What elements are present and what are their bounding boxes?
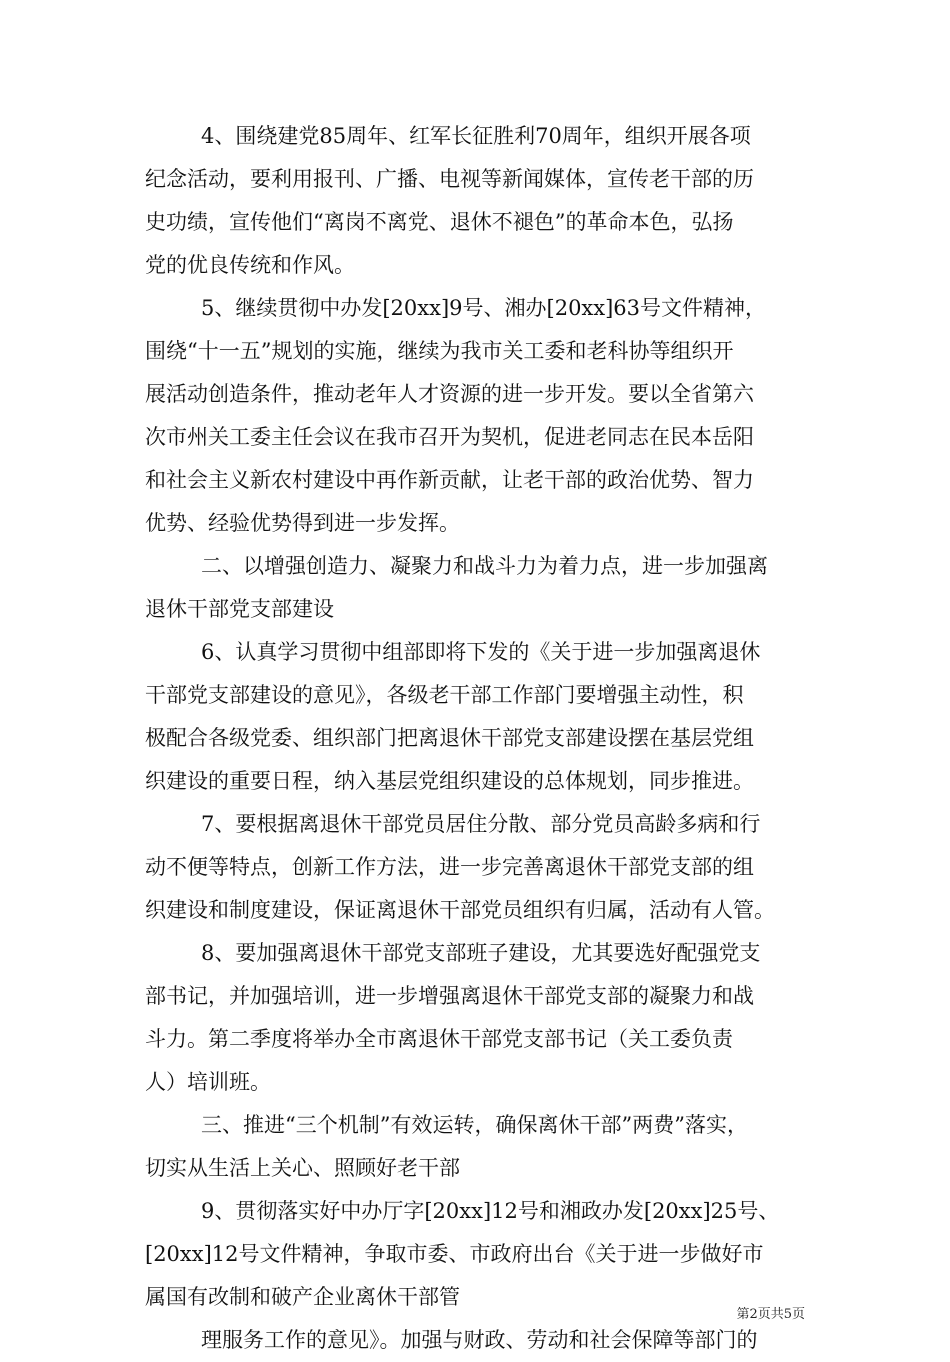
heading-line: 三、推进“三个机制”有效运转，确保离休干部”两费”落实， bbox=[201, 1113, 748, 1137]
paragraph-line: 展活动创造条件，推动老年人才资源的进一步开发。要以全省第六 bbox=[145, 382, 754, 406]
paragraph-item-9 bbox=[145, 1190, 810, 1319]
heading-line: 切实从生活上关心、照顾好老干部 bbox=[145, 1156, 460, 1180]
paragraph-item-5 bbox=[145, 287, 810, 545]
paragraph-item-6 bbox=[145, 631, 810, 803]
paragraph-line: 动不便等特点，创新工作方法，进一步完善离退休干部党支部的组 bbox=[145, 855, 754, 879]
paragraph-line: 次市州关工委主任会议在我市召开为契机，促进老同志在民本岳阳 bbox=[145, 425, 754, 449]
paragraph-line: 和社会主义新农村建设中再作新贡献，让老干部的政治优势、智力 bbox=[145, 468, 754, 492]
paragraph-line: 8、要加强离退休干部党支部班子建设，尤其要选好配强党支 bbox=[201, 941, 761, 965]
paragraph-line: 属国有改制和破产企业离休干部管 bbox=[145, 1285, 460, 1309]
paragraph-item-7 bbox=[145, 803, 810, 932]
paragraph-line: 极配合各级党委、组织部门把离退休干部党支部建设摆在基层党组 bbox=[145, 726, 754, 750]
paragraph-line: 9、贯彻落实好中办厅字[20xx]12号和湘政办发[20xx]25号、 bbox=[201, 1199, 780, 1223]
section-heading-2 bbox=[145, 545, 810, 631]
paragraph-item-8 bbox=[145, 932, 810, 1104]
paragraph-continuation bbox=[145, 1319, 810, 1362]
page-number-footer: 第2页共5页 bbox=[736, 1307, 805, 1322]
paragraph-line: 斗力。第二季度将举办全市离退休干部党支部书记（关工委负责 bbox=[145, 1027, 733, 1051]
paragraph-line: 6、认真学习贯彻中组部即将下发的《关于进一步加强离退休 bbox=[201, 640, 761, 664]
section-heading-3 bbox=[145, 1104, 810, 1190]
paragraph-line: 史功绩，宣传他们“离岗不离党、退休不褪色”的革命本色，弘扬 bbox=[145, 210, 734, 234]
paragraph-line: 理服务工作的意见》。加强与财政、劳动和社会保障等部门的 bbox=[201, 1328, 758, 1352]
paragraph-line: 织建设的重要日程，纳入基层党组织建设的总体规划，同步推进。 bbox=[145, 769, 754, 793]
paragraph-line: 纪念活动，要利用报刊、广播、电视等新闻媒体，宣传老干部的历 bbox=[145, 167, 754, 191]
paragraph-line: 人）培训班。 bbox=[145, 1070, 271, 1094]
paragraph-line: 围绕“十一五”规划的实施，继续为我市关工委和老科协等组织开 bbox=[145, 339, 734, 363]
paragraph-line: 织建设和制度建设，保证离退休干部党员组织有归属，活动有人管。 bbox=[145, 898, 775, 922]
paragraph-line: 4、围绕建党85周年、红军长征胜利70周年，组织开展各项 bbox=[201, 124, 751, 148]
paragraph-line: 优势、经验优势得到进一步发挥。 bbox=[145, 511, 460, 535]
heading-line: 二、以增强创造力、凝聚力和战斗力为着力点，进一步加强离 bbox=[201, 554, 768, 578]
paragraph-line: 干部党支部建设的意见》，各级老干部工作部门要增强主动性，积 bbox=[145, 683, 744, 707]
paragraph-line: [20xx]12号文件精神，争取市委、市政府出台《关于进一步做好市 bbox=[145, 1242, 764, 1266]
paragraph-line: 7、要根据离退休干部党员居住分散、部分党员高龄多病和行 bbox=[201, 812, 761, 836]
paragraph-line: 党的优良传统和作风。 bbox=[145, 253, 355, 277]
paragraph-line: 部书记，并加强培训，进一步增强离退休干部党支部的凝聚力和战 bbox=[145, 984, 754, 1008]
heading-line: 退休干部党支部建设 bbox=[145, 597, 334, 621]
document-body bbox=[145, 115, 810, 1362]
paragraph-item-4 bbox=[145, 115, 810, 287]
paragraph-line: 5、继续贯彻中办发[20xx]9号、湘办[20xx]63号文件精神， bbox=[201, 296, 767, 320]
